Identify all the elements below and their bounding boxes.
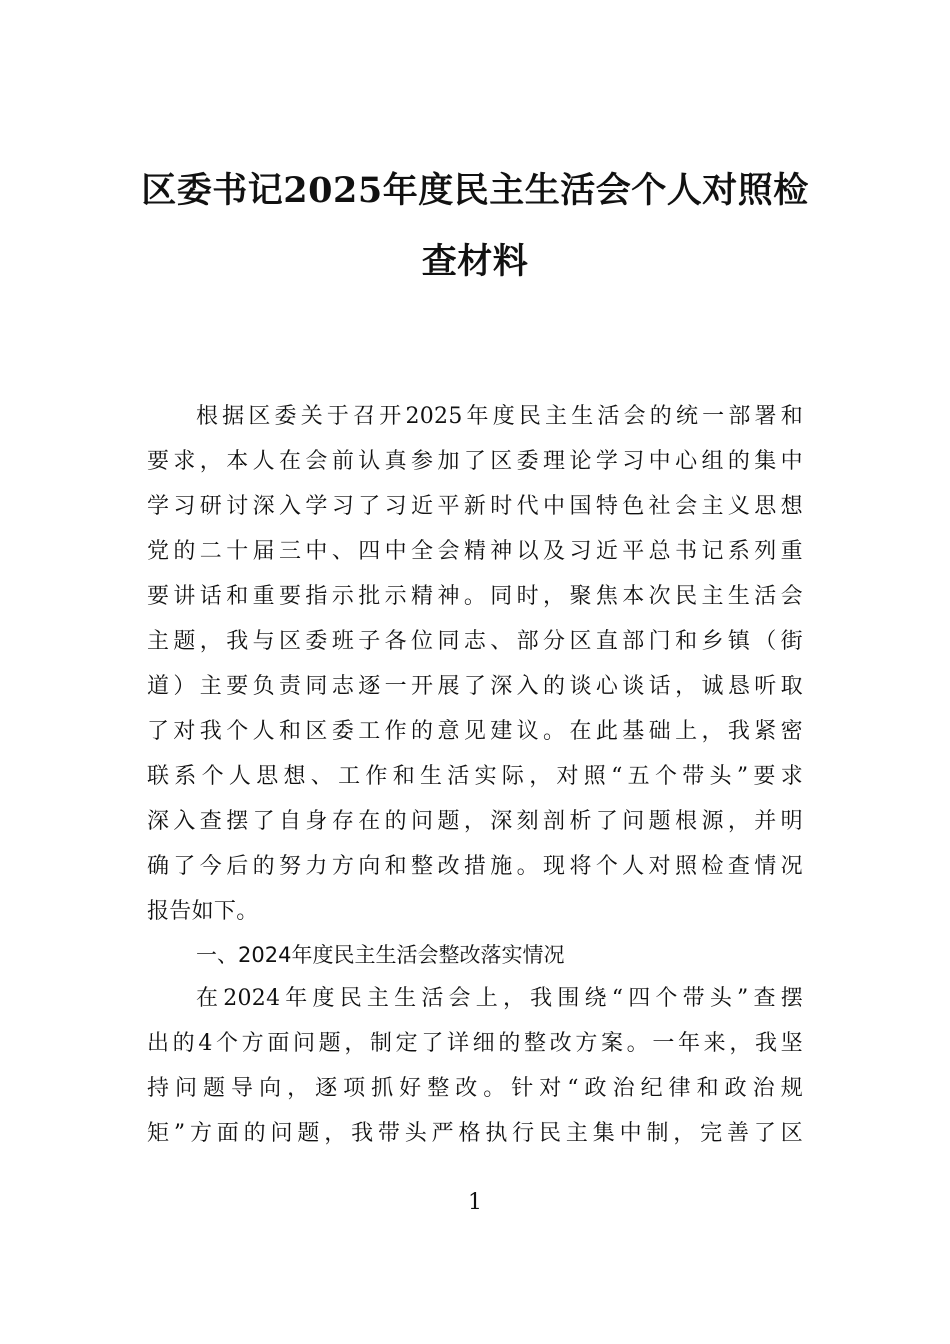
paragraph-line: 主题，我与区委班子各位同志、部分区直部门和乡镇（街 [147, 629, 803, 654]
paragraph-line: 要讲话和重要指示批示精神。同时，聚焦本次民主生活会 [147, 584, 803, 609]
paragraph-line: 在2024年度民主生活会上，我围绕“四个带头”查摆 [196, 986, 803, 1011]
paragraph-line: 联系个人思想、工作和生活实际，对照“五个带头”要求 [147, 764, 803, 789]
paragraph-line: 要求，本人在会前认真参加了区委理论学习中心组的集中 [147, 449, 803, 474]
paragraph-line: 党的二十届三中、四中全会精神以及习近平总书记系列重 [147, 539, 803, 564]
paragraph-line: 持问题导向，逐项抓好整改。针对“政治纪律和政治规 [147, 1076, 803, 1101]
paragraph-line: 出的4个方面问题，制定了详细的整改方案。一年来，我坚 [147, 1031, 803, 1056]
paragraph-line: 深入查摆了自身存在的问题，深刻剖析了问题根源，并明 [147, 809, 803, 834]
section-heading: 一、2024年度民主生活会整改落实情况 [196, 943, 565, 967]
paragraph-line: 矩”方面的问题，我带头严格执行民主集中制，完善了区 [147, 1121, 803, 1146]
paragraph-line: 道）主要负责同志逐一开展了深入的谈心谈话，诚恳听取 [147, 674, 803, 699]
page-number: 1 [468, 1190, 482, 1215]
paragraph-line: 报告如下。 [147, 899, 259, 924]
document-title-line-2: 查材料 [421, 241, 529, 282]
paragraph-line: 根据区委关于召开2025年度民主生活会的统一部署和 [196, 404, 803, 429]
paragraph-line: 学习研讨深入学习了习近平新时代中国特色社会主义思想 [147, 494, 803, 519]
document-title-line-1: 区委书记2025年度民主生活会个人对照检 [141, 170, 809, 211]
paragraph-line: 确了今后的努力方向和整改措施。现将个人对照检查情况 [147, 854, 803, 879]
paragraph-line: 了对我个人和区委工作的意见建议。在此基础上，我紧密 [147, 719, 803, 744]
